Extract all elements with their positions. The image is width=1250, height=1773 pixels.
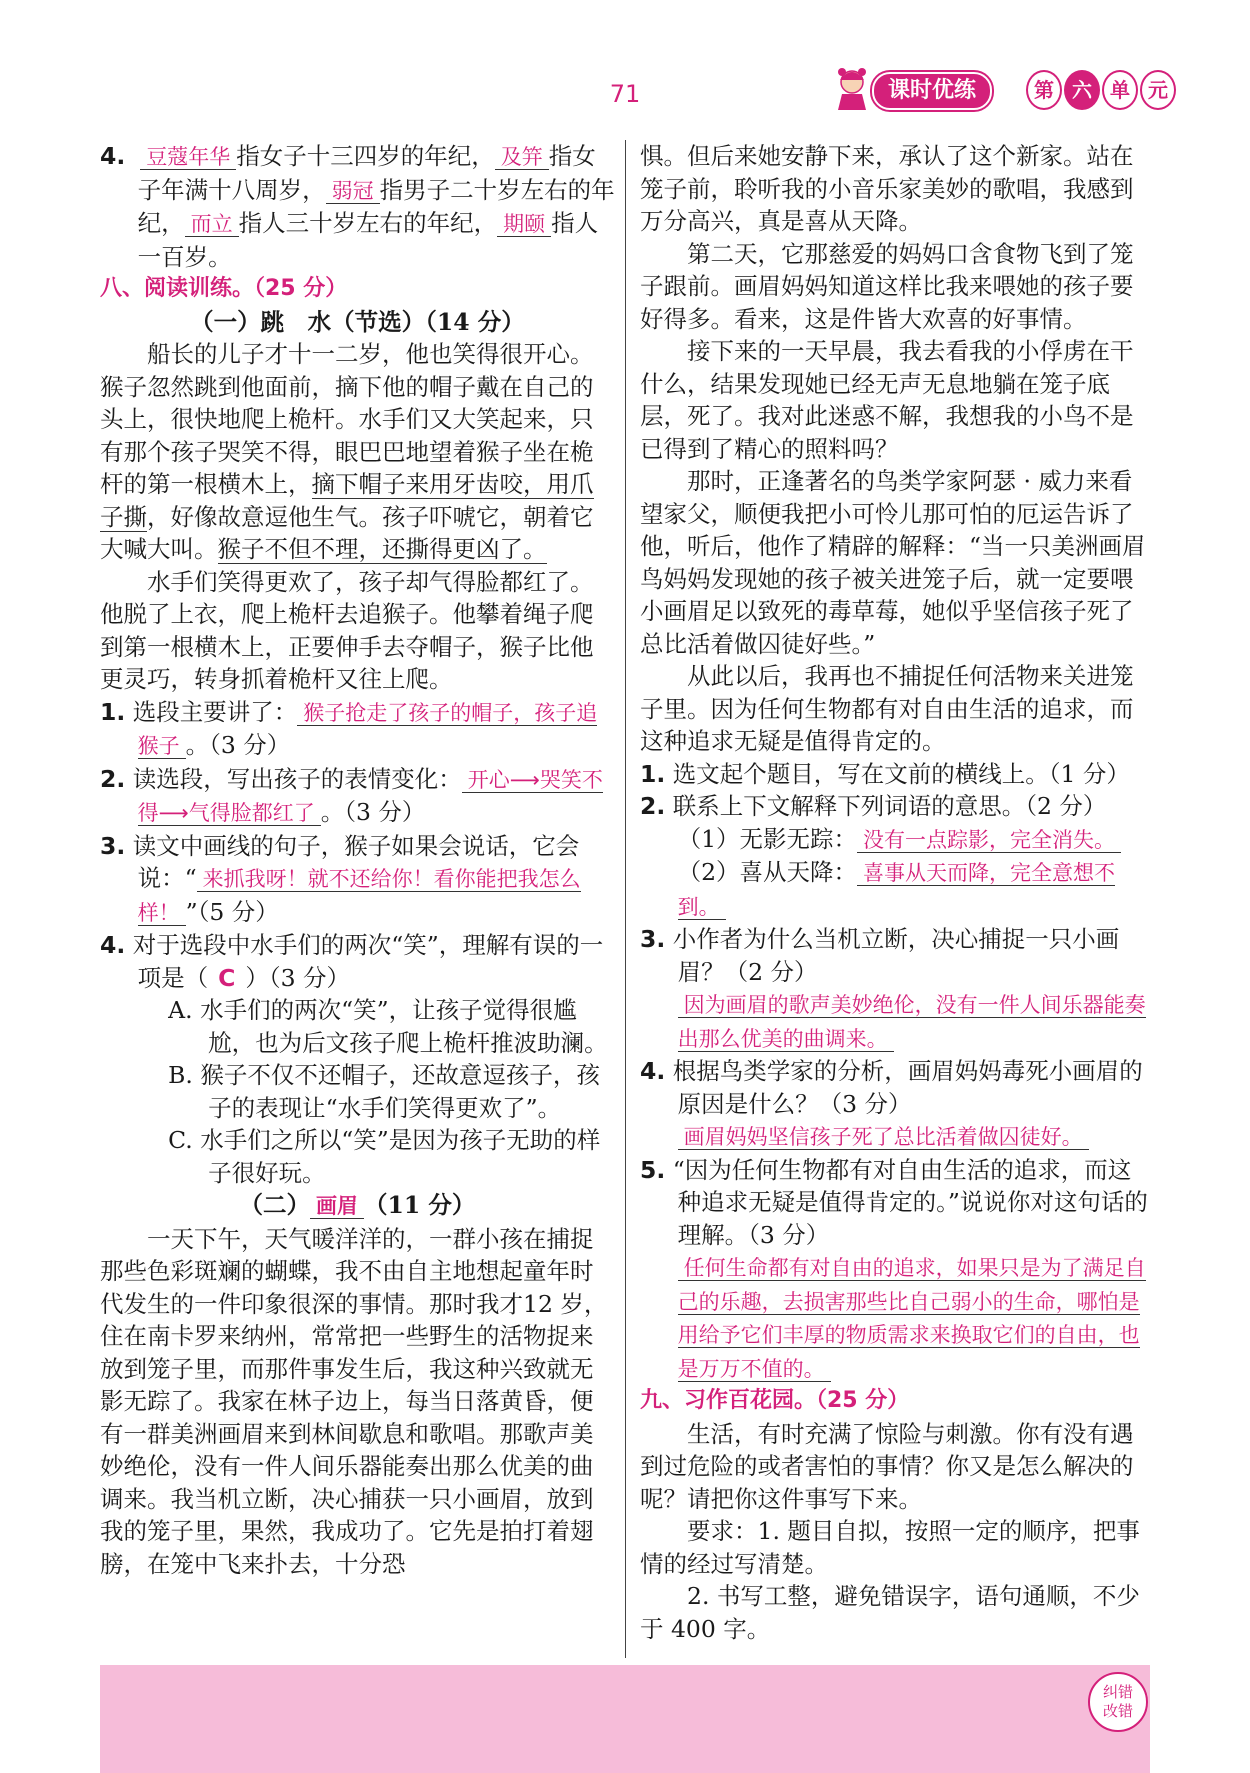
writing-prompt: 生活，有时充满了惊险与刺激。你有没有遇到过危险的或者害怕的事情？你又是怎么解决的呢？请把你这件事写下来。: [640, 1419, 1134, 1513]
question-number: 1.: [640, 759, 666, 788]
answer-blank: 因为画眉的歌声美妙绝伦，没有一件人间乐器能奏出那么优美的曲调来。: [677, 993, 1146, 1051]
right-column: [640, 140, 1152, 1645]
question-text: 指女子年满十八周岁，: [137, 142, 596, 204]
question-text: 选段主要讲了：: [132, 697, 298, 726]
question-text: 读文中画线的句子，猴子如果会说话，它会说：“: [132, 831, 580, 892]
question-number: 4.: [100, 931, 126, 959]
brand-header: [830, 66, 1168, 112]
answer-r5: [640, 1251, 1152, 1385]
choice-answer: C: [218, 963, 236, 992]
question-score: ）（3 分）: [245, 963, 351, 992]
answer-blank: 喜事从天而降，完全意想不到。: [677, 861, 1116, 919]
answer-blank: 而立: [185, 212, 239, 237]
answer-blank: 画眉: [310, 1194, 364, 1219]
option-c: C. 水手们之所以“笑”是因为孩子无助的样子很好玩。: [168, 1126, 601, 1187]
question-text: 对于选段中水手们的两次“笑”，理解有误的一项是（: [132, 931, 604, 992]
question-score: 。（3 分）: [185, 731, 291, 759]
unit-label: [1026, 70, 1176, 110]
passage-2-paragraph: 那时，正逢著名的鸟类学家阿瑟 · 威力来看望家父，顺便我把小可怜儿那可怕的厄运告诉了他，听后，他作了精辟的解释：“当一只美洲画眉鸟妈妈发现她的孩子被关进笼子后，就一定要喂小画眉足以致死的毒草莓，她似乎坚信孩子死了总比活着做囚徒好些。”: [640, 467, 1146, 658]
question-text: 根据鸟类学家的分析，画眉妈妈毒死小画眉的原因是什么？（3 分）: [672, 1057, 1143, 1118]
passage-2-title: [100, 1189, 615, 1223]
writing-requirement: 2. 书写工整，避免错误字，语句通顺，不少于 400 字。: [640, 1582, 1140, 1643]
question-text: 指男子二十岁左右的年纪，: [137, 175, 615, 237]
question-1: [100, 696, 615, 763]
question-text: 小作者为什么当机立断，决心捕捉一只小画眉？（2 分）: [672, 925, 1120, 986]
section-9-heading: 九、习作百花园。（25 分）: [640, 1388, 910, 1413]
paragraph-text: ，好像故意逗他生气。孩子吓唬它，朝着它大喊大叫。: [100, 502, 594, 563]
question-text: “因为任何生物都有对自由生活的追求，而这种追求无疑是值得肯定的。”说说你对这句话的理解。（3 分）: [672, 1155, 1148, 1249]
correction-stamp-icon: [1088, 1672, 1148, 1732]
question-number: 1.: [100, 697, 126, 726]
question-text: 选文起个题目，写在文前的横线上。（1 分）: [672, 759, 1130, 788]
question-2: [100, 763, 615, 830]
writing-requirement: 要求：1. 题目自拟，按照一定的顺序，把事情的经过写清楚。: [640, 1517, 1140, 1578]
question-3: [100, 830, 615, 930]
passage-2-paragraph: 惧。但后来她安静下来，承认了这个新家。站在笼子前，聆听我的小音乐家美妙的歌唱，我感到万分高兴，真是喜从天降。: [640, 142, 1134, 235]
column-divider: [625, 140, 626, 1658]
question-score: ”（5 分）: [185, 897, 279, 926]
unit-char: 元: [1140, 70, 1176, 110]
question-text: 联系上下文解释下列词语的意思。（2 分）: [672, 792, 1107, 820]
answer-blank: 豆蔻年华: [140, 145, 236, 170]
answer-blank: 弱冠: [326, 179, 380, 204]
passage-number: （二）: [239, 1191, 311, 1219]
question-text: 指人一百岁。: [137, 209, 599, 271]
answer-blank: 开心⟶哭笑不得⟶气得脸都红了: [137, 767, 603, 825]
passage-score: （11 分）: [364, 1191, 476, 1219]
paragraph-text: 船长的儿子才十一二岁，他也笑得很开心。猴子忽然跳到他面前，摘下他的帽子戴在自己的头上，很快地爬上桅杆。水手们又大笑起来，只有那个孩子哭笑不得，眼巴巴地望着猴子坐在桅杆的第一根横木上，: [100, 340, 594, 498]
unit-char: 单: [1102, 70, 1138, 110]
unit-char: 六: [1064, 70, 1100, 110]
left-column: [100, 140, 615, 1580]
passage-1-title: （一）跳 水（节选）（14 分）: [190, 307, 525, 336]
passage-2-paragraph: 第二天，它那慈爱的妈妈口含食物飞到了笼子跟前。画眉妈妈知道这样比我来喂她的孩子要好得多。看来，这是件皆大欢喜的好事情。: [640, 239, 1134, 333]
question-text: 读选段，写出孩子的表情变化：: [132, 764, 462, 793]
question-text: 指女子十三四岁的年纪，: [236, 142, 495, 170]
question-number: 4.: [640, 1057, 666, 1085]
answer-blank: 来抓我呀！就不还给你！看你能把我怎么样！: [137, 867, 581, 925]
passage-1-paragraph: [100, 338, 615, 566]
question-number: 5.: [640, 1155, 666, 1184]
option-b: B. 猴子不仅不还帽子，还故意逗孩子，孩子的表现让“水手们笑得更欢了”。: [168, 1061, 600, 1122]
footer-band: [100, 1665, 1150, 1773]
question-number: 3.: [100, 831, 126, 860]
question-score: 。（3 分）: [320, 798, 426, 826]
question-r2: [640, 790, 1152, 823]
question-number: 2.: [100, 764, 126, 793]
section-8-heading: 八、阅读训练。（25 分）: [100, 276, 348, 301]
passage-1-paragraph: 水手们笑得更欢了，孩子却气得脸都红了。他脱了上衣，爬上桅杆去追猴子。他攀着绳子爬到第一根横木上，正要伸手去夺帽子，猴子比他更灵巧，转身抓着桅杆又往上爬。: [100, 567, 594, 693]
question-text: 指人三十岁左右的年纪，: [238, 209, 498, 237]
question-r1: [640, 758, 1152, 791]
underlined-sentence: 摘下帽子来用牙齿咬，用爪子撕: [100, 470, 594, 531]
answer-r3: [640, 988, 1152, 1055]
stamp-text: 纠错改错: [1102, 1683, 1133, 1720]
passage-2-paragraph: 接下来的一天早晨，我去看我的小俘虏在干什么，结果发现她已经无声无息地躺在笼子底层，死了。我对此迷惑不解，我想我的小鸟不是已得到了精心的照料吗？: [640, 337, 1134, 463]
question-r2-2: [640, 856, 1152, 923]
unit-char: 第: [1026, 70, 1062, 110]
answer-blank: 猴子抢走了孩子的帽子，孩子追猴子: [137, 700, 598, 758]
passage-2-paragraph: 一天下午，天气暖洋洋的，一群小孩在捕捉那些色彩斑斓的蝴蝶，我不由自主地想起童年时代发生的一件印象很深的事情。那时我才12 岁，住在南卡罗来纳州，常常把一些野生的活物捉来放到笼子里，而那件事发生后，我这种兴致就无影无踪了。我家在林子边上，每当日落黄昏，便有一群美洲画眉来到林间歇息和歌唱。那歌声美妙绝伦，没有一件人间乐器能奏出那么优美的曲调来。我当机立断，决心捕获一只小画眉，放到我的笼子里，果然，我成功了。它先是拍打着翅膀，在笼中飞来扑去，十分恐: [100, 1224, 608, 1578]
answer-blank: 任何生命都有对自由的追求，如果只是为了满足自己的乐趣，去损害那些比自己弱小的生命，哪怕是用给予它们丰厚的物质需求来换取它们的自由，也是万万不值的。: [677, 1256, 1146, 1381]
passage-2-paragraph: 从此以后，我再也不捕捉任何活物来关进笼子里。因为任何生物都有对自由生活的追求，而这种追求无疑是值得肯定的。: [640, 662, 1134, 755]
answer-blank: 及笄: [495, 145, 549, 170]
question-r5: [640, 1154, 1152, 1252]
question-r4: [640, 1055, 1152, 1120]
question-r2-1: [640, 823, 1152, 857]
question-number: 2.: [640, 792, 666, 820]
option-a: A. 水手们的两次“笑”，让孩子觉得很尴尬，也为后文孩子爬上桅杆推波助澜。: [168, 996, 608, 1057]
question-r3: [640, 923, 1152, 988]
question-4-choice: [100, 929, 615, 994]
cartoon-girl-icon: [830, 66, 874, 112]
sub-question-label: （2）喜从天降：: [677, 858, 858, 886]
underlined-sentence: 猴子不但不理，还撕得更凶了。: [217, 535, 547, 563]
question-4-idioms: 4. 豆蔻年华 指女子十三四岁的年纪， 及笄 指女子年满十八周岁， 弱冠 指男子二十岁左右的年纪， 而立 指人三十岁左右的年纪， 期颐 指人一百岁。: [100, 142, 615, 271]
answer-r4: [640, 1120, 1152, 1154]
sub-question-label: （1）无影无踪：: [677, 824, 858, 853]
answer-blank: 没有一点踪影，完全消失。: [857, 828, 1121, 853]
brand-title: 课时优练: [872, 72, 992, 110]
question-number: 3.: [640, 925, 666, 953]
answer-blank: 画眉妈妈坚信孩子死了总比活着做囚徒好。: [678, 1125, 1089, 1150]
answer-blank: 期颐: [497, 212, 551, 237]
page-number: 71: [609, 80, 641, 108]
